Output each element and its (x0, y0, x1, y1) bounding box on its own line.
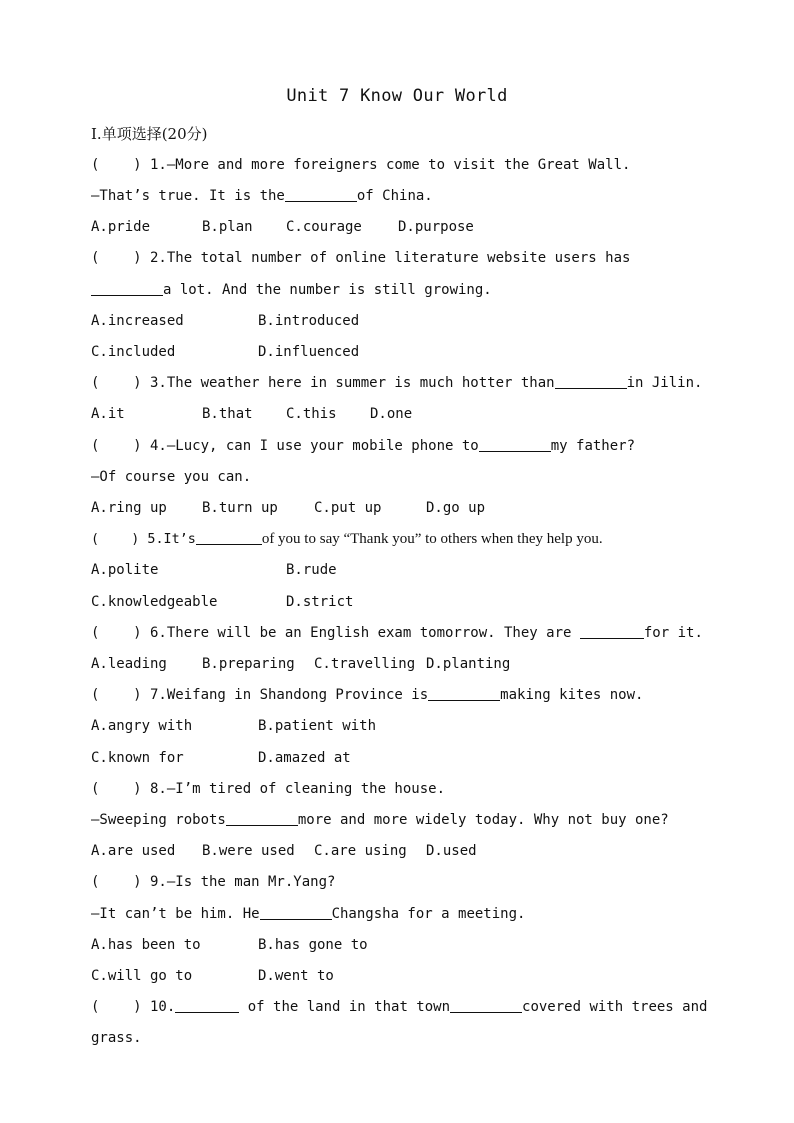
question-6-stem: ( ) 6.There will be an English exam tomorrow. They are for it. (91, 625, 703, 641)
option-a: A.it (91, 406, 125, 422)
question-1-stem: ( ) 1.—More and more foreigners come to visit the Great Wall. (91, 157, 631, 173)
option-c: C.travelling (314, 656, 416, 672)
question-1-line2: —That’s true. It is the of China. (91, 188, 433, 204)
option-b: B.were used (202, 843, 295, 859)
question-8-stem: ( ) 8.—I’m tired of cleaning the house. (91, 781, 446, 797)
question-4-line2: —Of course you can. (91, 469, 252, 485)
option-c: C.known for (91, 750, 184, 766)
option-b: B.preparing (202, 656, 295, 672)
option-d: D.purpose (398, 219, 474, 235)
option-d: D.amazed at (258, 750, 351, 766)
option-c: C.knowledgeable (91, 594, 218, 610)
option-d: D.planting (426, 656, 511, 672)
question-2-stem: ( ) 2.The total number of online literature website users has (91, 250, 631, 266)
option-b: B.turn up (202, 500, 278, 516)
option-c: C.are using (314, 843, 407, 859)
option-a: A.pride (91, 219, 151, 235)
option-d: D.influenced (258, 344, 360, 360)
answer-blank (196, 530, 262, 545)
question-3-stem: ( ) 3.The weather here in summer is much hotter than in Jilin. (91, 375, 703, 391)
page-title: Unit 7 Know Our World (286, 86, 508, 106)
answer-blank (285, 187, 357, 202)
answer-blank (226, 811, 298, 826)
question-7-stem: ( ) 7.Weifang in Shandong Province is making kites now. (91, 687, 644, 703)
question-10-stem: ( ) 10. of the land in that town covered with trees and (91, 999, 708, 1015)
option-c: C.will go to (91, 968, 193, 984)
option-a: A.has been to (91, 937, 201, 953)
question-10-line2: grass. (91, 1030, 142, 1046)
answer-blank (91, 281, 163, 296)
option-b: B.plan (202, 219, 253, 235)
section-heading: Ⅰ.单项选择(20分) (91, 125, 208, 143)
option-c: C.this (286, 406, 337, 422)
question-5-stem: ( ) 5.It’s of you to say “Thank you” to others when they help you. (91, 531, 603, 547)
option-a: A.angry with (91, 718, 193, 734)
option-d: D.go up (426, 500, 486, 516)
option-a: A.increased (91, 313, 184, 329)
option-d: D.strict (286, 594, 354, 610)
answer-blank (450, 998, 522, 1013)
option-d: D.used (426, 843, 477, 859)
option-d: D.went to (258, 968, 334, 984)
question-4-stem: ( ) 4.—Lucy, can I use your mobile phone to my father? (91, 438, 636, 454)
answer-blank (580, 624, 644, 639)
option-c: C.courage (286, 219, 362, 235)
question-2-line2: a lot. And the number is still growing. (91, 280, 492, 300)
answer-blank (479, 437, 551, 452)
option-a: A.are used (91, 843, 176, 859)
option-b: B.patient with (258, 718, 377, 734)
option-d: D.one (370, 406, 413, 422)
option-b: B.that (202, 406, 253, 422)
option-b: B.rude (286, 562, 337, 578)
answer-blank (428, 686, 500, 701)
answer-blank (260, 905, 332, 920)
question-8-line2: —Sweeping robots more and more widely today. Why not buy one? (91, 812, 669, 828)
option-c: C.put up (314, 500, 382, 516)
option-a: A.leading (91, 656, 167, 672)
option-b: B.has gone to (258, 937, 368, 953)
option-b: B.introduced (258, 313, 360, 329)
question-9-stem: ( ) 9.—Is the man Mr.Yang? (91, 874, 336, 890)
option-a: A.ring up (91, 500, 167, 516)
question-9-line2: —It can’t be him. He Changsha for a meeting. (91, 906, 526, 922)
option-c: C.included (91, 344, 176, 360)
answer-blank (175, 998, 239, 1013)
answer-blank (555, 374, 627, 389)
option-a: A.polite (91, 562, 159, 578)
